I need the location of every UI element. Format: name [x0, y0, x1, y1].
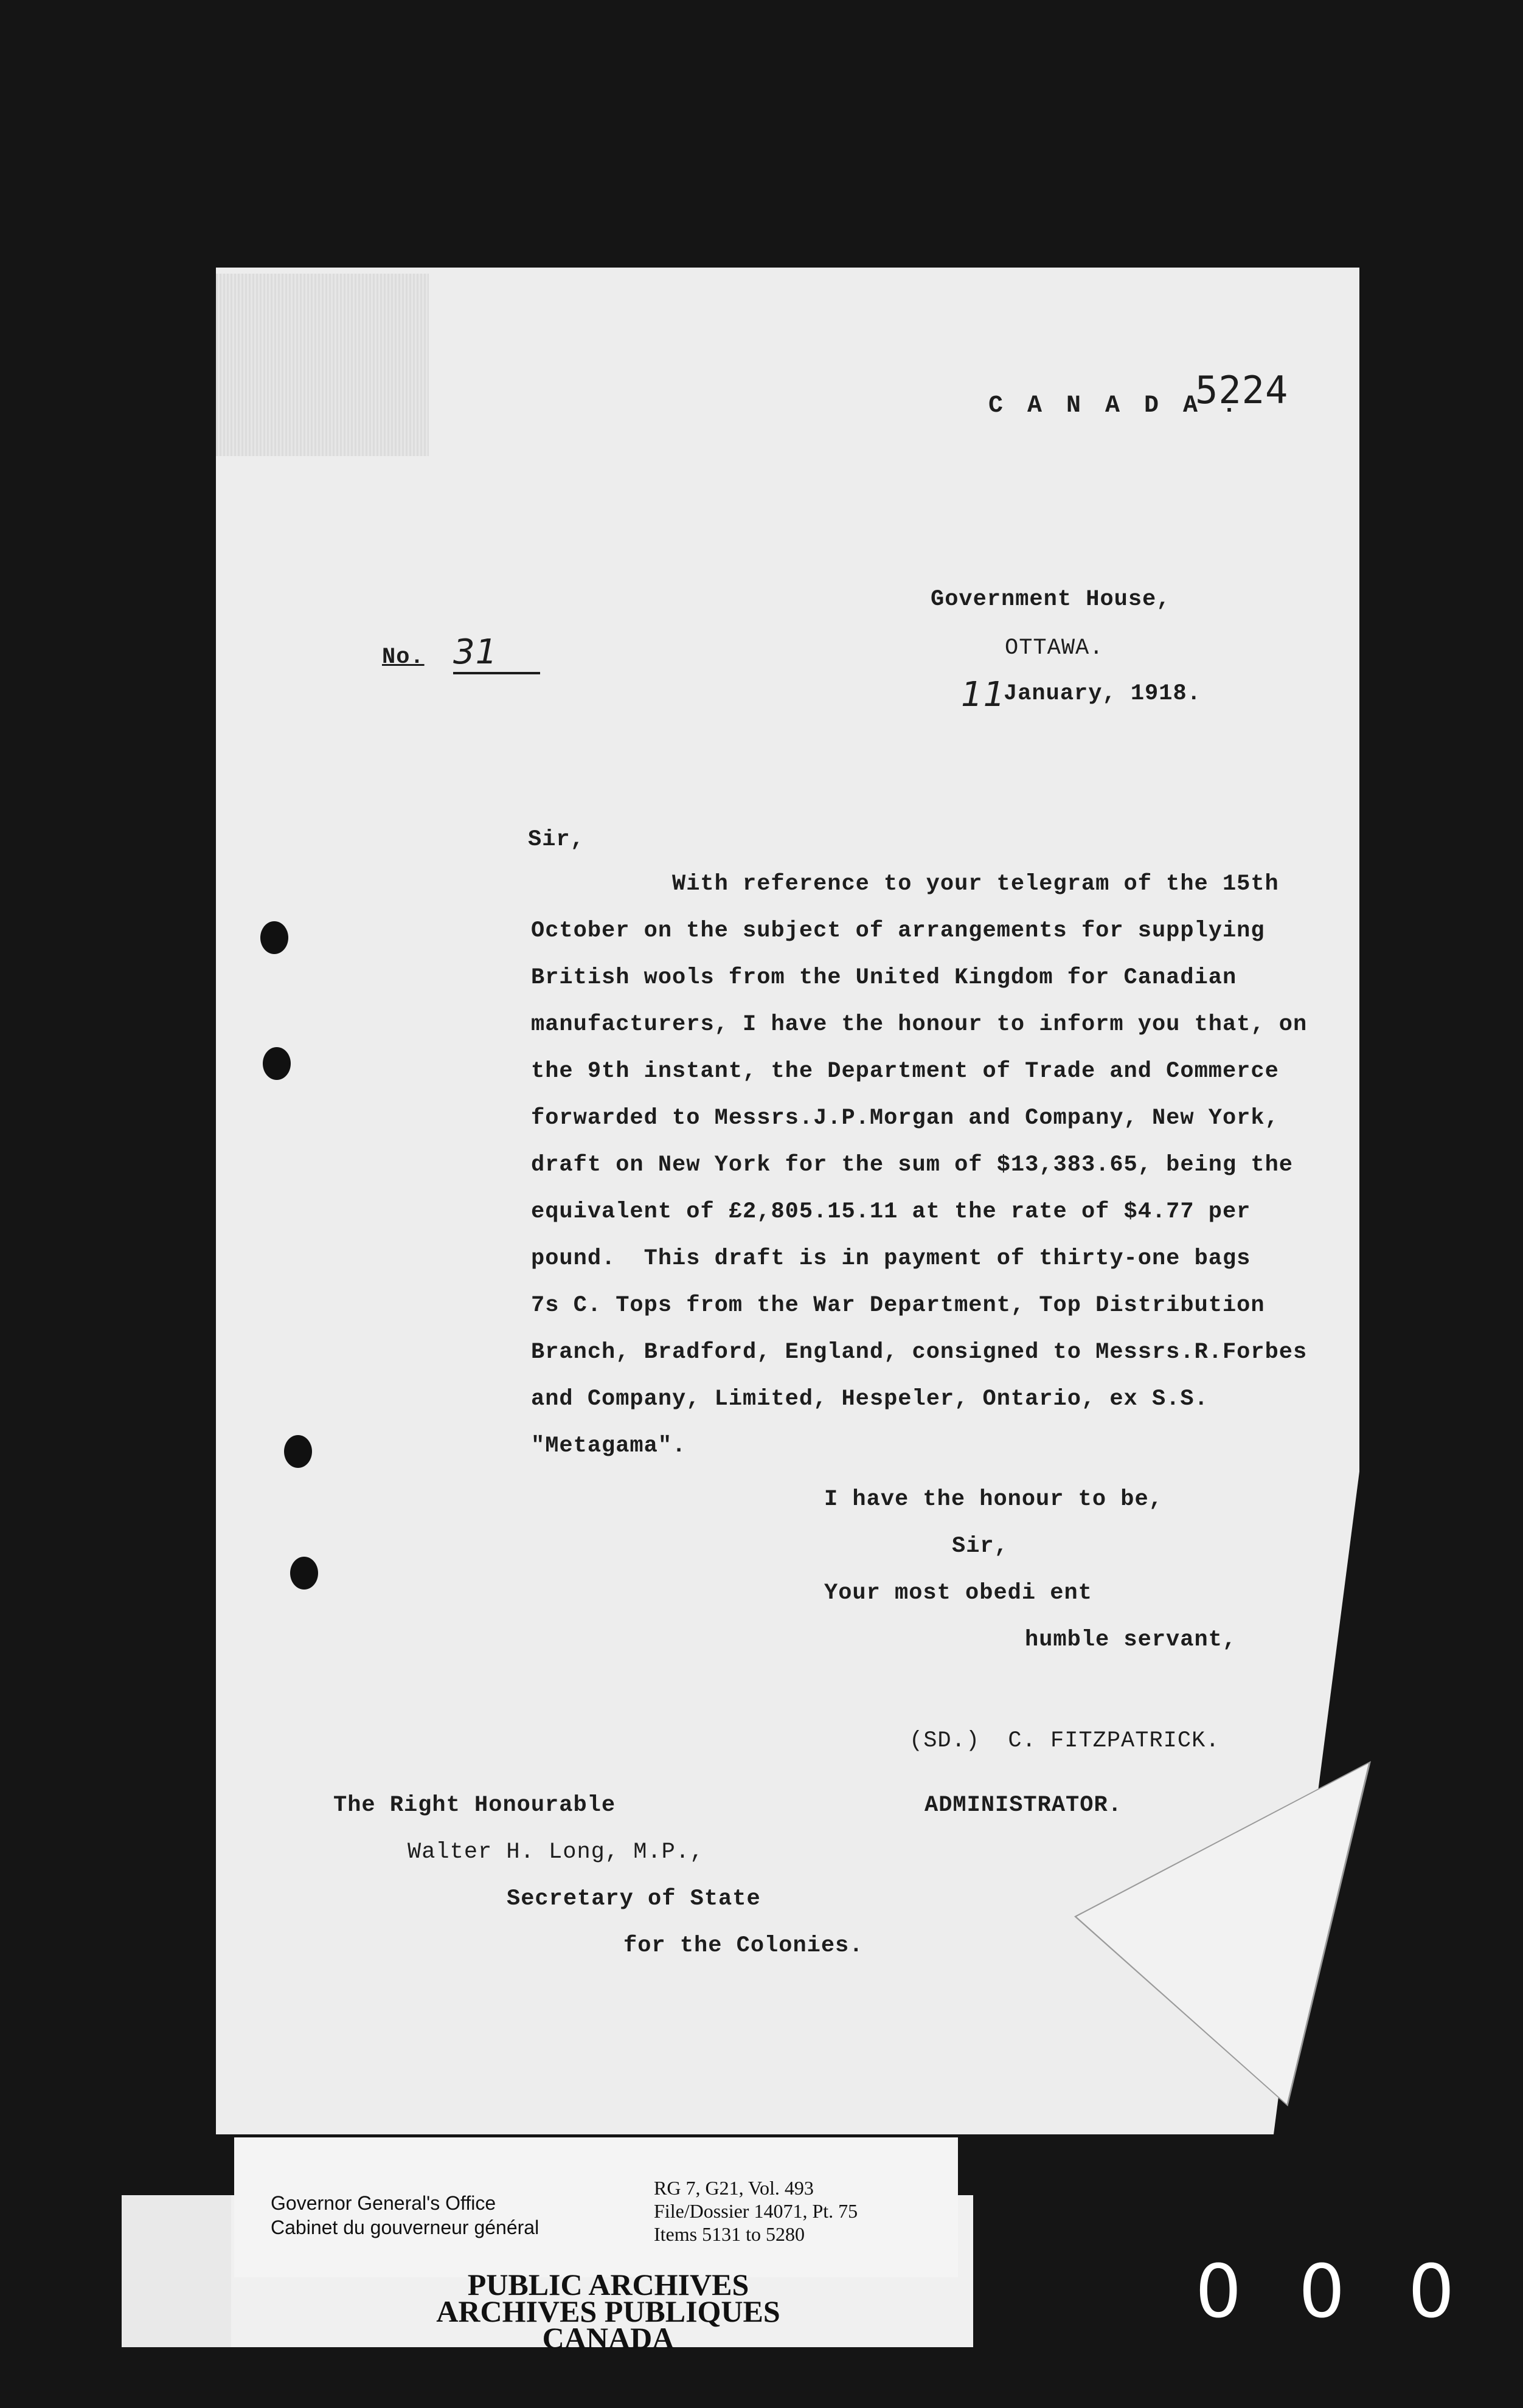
address-line-2: OTTAWA.: [1005, 635, 1104, 661]
address-line-1: Government House,: [931, 587, 1171, 612]
archives-title-line-1: PUBLIC ARCHIVES: [467, 2268, 749, 2302]
body-line: Branch, Bradford, England, consigned to Messrs.R.Forbes: [531, 1340, 1308, 1365]
salutation: Sir,: [528, 827, 585, 853]
office-english: Governor General's Office: [271, 2192, 496, 2214]
recipient-line-2: Walter H. Long, M.P.,: [408, 1839, 704, 1865]
body-line: manufacturers, I have the honour to inform you that, on: [531, 1012, 1308, 1037]
office-french: Cabinet du gouverneur général: [271, 2216, 539, 2238]
recipient-line-4: for the Colonies.: [623, 1933, 864, 1959]
closing-line-2: Sir,: [952, 1534, 1008, 1559]
archive-label: [234, 2137, 958, 2277]
archive-ref-1: RG 7, G21, Vol. 493: [654, 2177, 814, 2199]
recipient-line-1: The Right Honourable: [333, 1793, 616, 1818]
body-line: equivalent of £2,805.15.11 at the rate of $4.77 per: [531, 1199, 1251, 1225]
archive-ref-3: Items 5131 to 5280: [654, 2223, 805, 2245]
body-line: and Company, Limited, Hespeler, Ontario, ex S.S.: [531, 1386, 1209, 1412]
punch-hole: [290, 1557, 318, 1590]
archive-ref-2: File/Dossier 14071, Pt. 75: [654, 2200, 858, 2222]
body-line: 7s C. Tops from the War Department, Top Distribution: [531, 1293, 1265, 1318]
archives-title-line-3: CANADA: [542, 2321, 675, 2355]
body-line: British wools from the United Kingdom for Canadian: [531, 965, 1237, 991]
dispatch-label: No.: [382, 645, 425, 670]
body-line: the 9th instant, the Department of Trade and Commerce: [531, 1059, 1279, 1084]
punch-hole: [260, 921, 288, 954]
closing-line-4: humble servant,: [1025, 1627, 1237, 1653]
signature-name: (SD.) C. FITZPATRICK.: [909, 1728, 1220, 1754]
punch-hole: [263, 1047, 291, 1080]
folio-number: 5224: [1195, 368, 1289, 412]
body-line: pound. This draft is in payment of thirty-one bags: [531, 1246, 1251, 1271]
signature-title: ADMINISTRATOR.: [925, 1793, 1122, 1818]
archives-title: [365, 2268, 852, 2355]
archives-title-line-2: ARCHIVES PUBLIQUES: [436, 2294, 780, 2328]
dispatch-number-handwritten: 31: [453, 632, 540, 674]
frame-digit: 0: [1408, 2250, 1455, 2334]
archive-strip-edge: [122, 2195, 231, 2347]
recipient-line-3: Secretary of State: [507, 1886, 761, 1912]
closing-line-3: Your most obedi ent: [824, 1580, 1092, 1606]
body-line: draft on New York for the sum of $13,383.65, being the: [531, 1152, 1293, 1178]
body-line: October on the subject of arrangements for supplying: [531, 918, 1265, 944]
punch-hole: [284, 1435, 312, 1468]
date-day-handwritten: 11: [961, 675, 1006, 714]
country-heading: C A N A D A .: [988, 392, 1242, 420]
stamp-smudge: [216, 274, 429, 456]
closing-line-1: I have the honour to be,: [824, 1487, 1163, 1512]
date-rest: January, 1918.: [1004, 681, 1201, 707]
frame-digit: 0: [1195, 2250, 1242, 2334]
body-line: forwarded to Messrs.J.P.Morgan and Company, New York,: [531, 1105, 1279, 1131]
body-line: "Metagama".: [531, 1433, 687, 1459]
frame-digit: 0: [1299, 2250, 1345, 2334]
body-line: With reference to your telegram of the 15th: [672, 871, 1279, 897]
